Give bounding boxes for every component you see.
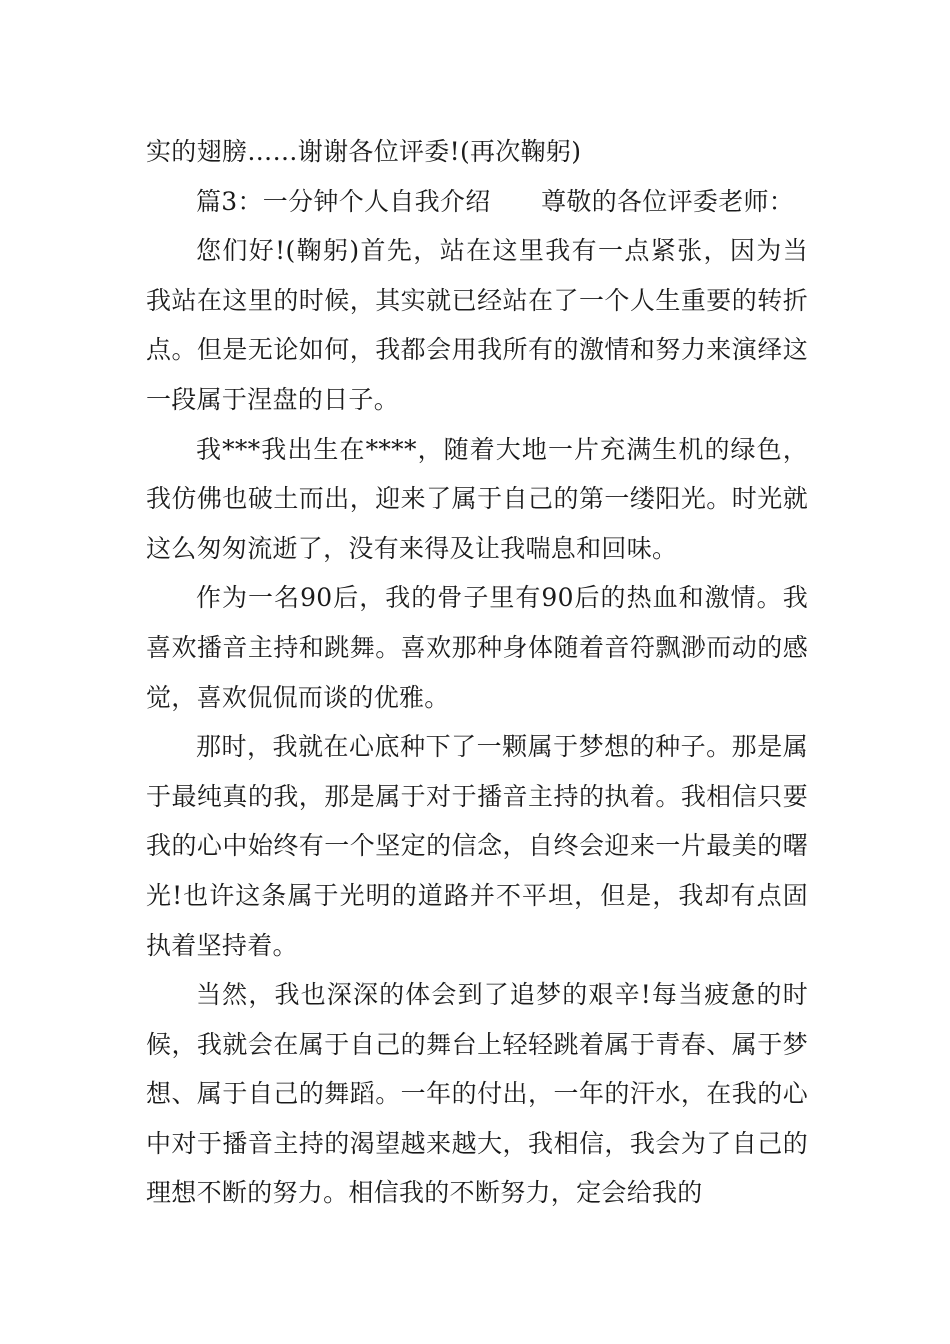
document-body (146, 127, 808, 1218)
body-paragraph-4: 那时，我就在心底种下了一颗属于梦想的种子。那是属于最纯真的我，那是属于对于播音主持的执着。我相信只要我的心中始终有一个坚定的信念，自终会迎来一片最美的曙光!也许这条属于光明的道路并不平坦，但是，我却有点固执着坚持着。 (146, 732, 808, 960)
body-paragraph-3: 作为一名90后，我的骨子里有90后的热血和激情。我喜欢播音主持和跳舞。喜欢那种身体随着音符飘渺而动的感觉，喜欢侃侃而谈的优雅。 (146, 583, 808, 712)
section-heading-line: 篇3：一分钟个人自我介绍 尊敬的各位评委老师： (196, 186, 795, 216)
body-paragraph-2: 我***我出生在****，随着大地一片充满生机的绿色，我仿佛也破土而出，迎来了属于自己的第一缕阳光。时光就这么匆匆流逝了，没有来得及让我喘息和回味。 (146, 434, 808, 563)
continuation-paragraph: 实的翅膀……谢谢各位评委!(再次鞠躬) (146, 137, 582, 166)
body-paragraph-5: 当然，我也深深的体会到了追梦的艰辛!每当疲惫的时候，我就会在属于自己的舞台上轻轻跳着属于青春、属于梦想、属于自己的舞蹈。一年的付出，一年的汗水，在我的心中对于播音主持的渴望越来越大，我相信，我会为了自己的理想不断的努力。相信我的不断努力，定会给我的 (146, 980, 808, 1208)
body-paragraph-1: 您们好!(鞠躬)首先，站在这里我有一点紧张，因为当我站在这里的时候，其实就已经站在了一个人生重要的转折点。但是无论如何，我都会用我所有的激情和努力来演绎这一段属于涅盘的日子。 (146, 236, 808, 414)
